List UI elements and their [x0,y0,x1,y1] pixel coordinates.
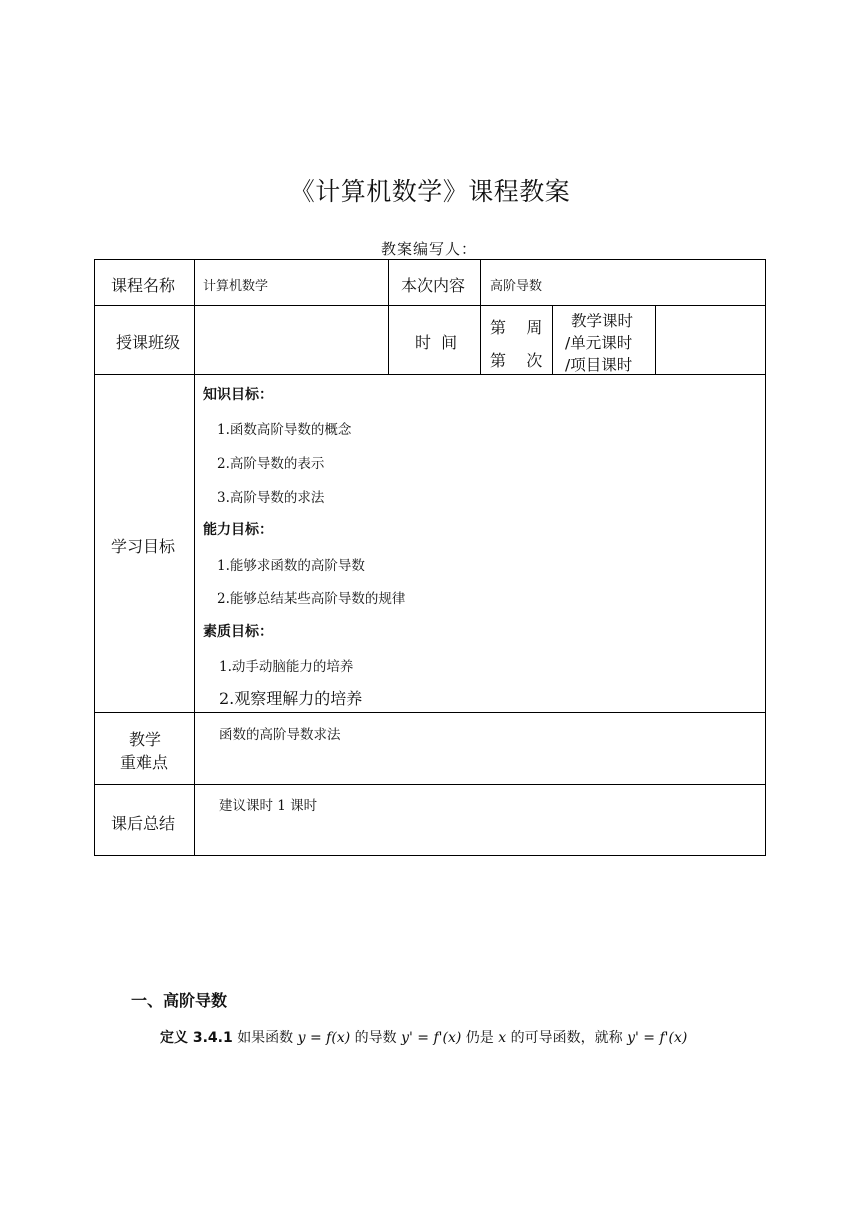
summary-label: 课后总结 [111,814,176,833]
knowledge-item: 3.高阶导数的求法 [217,490,325,506]
author-label: 教案编写人： [381,240,478,258]
math-expression: y = f(x) [297,1030,351,1046]
content-value: 高阶导数 [490,279,543,294]
key-points-label-line2: 重难点 [120,753,169,772]
definition-text: 仍是 [465,1030,494,1046]
quality-item: 1.动手动脑能力的培养 [219,659,354,675]
content-label: 本次内容 [401,276,466,295]
summary-value: 建议课时 1 课时 [219,798,318,814]
class-label: 授课班级 [116,333,181,352]
row-divider [95,784,765,785]
column-divider [388,260,389,374]
column-divider [194,260,195,855]
quality-objectives-title: 素质目标： [203,624,273,640]
definition-label: 定义 3.4.1 [160,1030,233,1046]
ability-objectives-title: 能力目标： [203,522,273,538]
knowledge-item: 2.高阶导数的表示 [217,456,325,472]
week-label: 第 周 [490,318,543,337]
column-divider [480,260,481,374]
session-label: 第 次 [490,351,543,370]
math-expression: y' = f'(x) [627,1030,688,1046]
time-label: 时 间 [415,333,458,352]
row-divider [95,374,765,375]
course-name-value: 计算机数学 [203,279,269,294]
row-divider [95,305,765,306]
document-title: 《计算机数学》课程教案 [289,177,571,206]
row-divider [95,712,765,713]
definition-paragraph [160,1027,687,1047]
definition-text: 如果函数 [237,1030,294,1046]
quality-item: 2.观察理解力的培养 [219,689,363,708]
ability-item: 1.能够求函数的高阶导数 [217,558,365,574]
knowledge-objectives-title: 知识目标： [203,387,273,403]
hours-label-line1: 教学课时 [571,312,634,330]
section-heading: 一、高阶导数 [131,991,228,1010]
definition-text: 的导数 [354,1030,397,1046]
column-divider [655,305,656,374]
hours-label-line2: /单元课时 [565,334,633,352]
knowledge-item: 1.函数高阶导数的概念 [217,422,352,438]
ability-item: 2.能够总结某些高阶导数的规律 [217,591,406,607]
key-points-value: 函数的高阶导数求法 [219,727,341,743]
course-name-label: 课程名称 [111,276,176,295]
objectives-label: 学习目标 [111,537,176,556]
lesson-plan-table [94,259,766,856]
math-variable: x [498,1030,507,1046]
definition-text: 的可导函数，就称 [510,1030,623,1046]
column-divider [552,305,553,374]
key-points-label-line1: 教学 [129,730,162,749]
hours-label-line3: /项目课时 [565,356,633,374]
math-expression: y' = f'(x) [401,1030,462,1046]
